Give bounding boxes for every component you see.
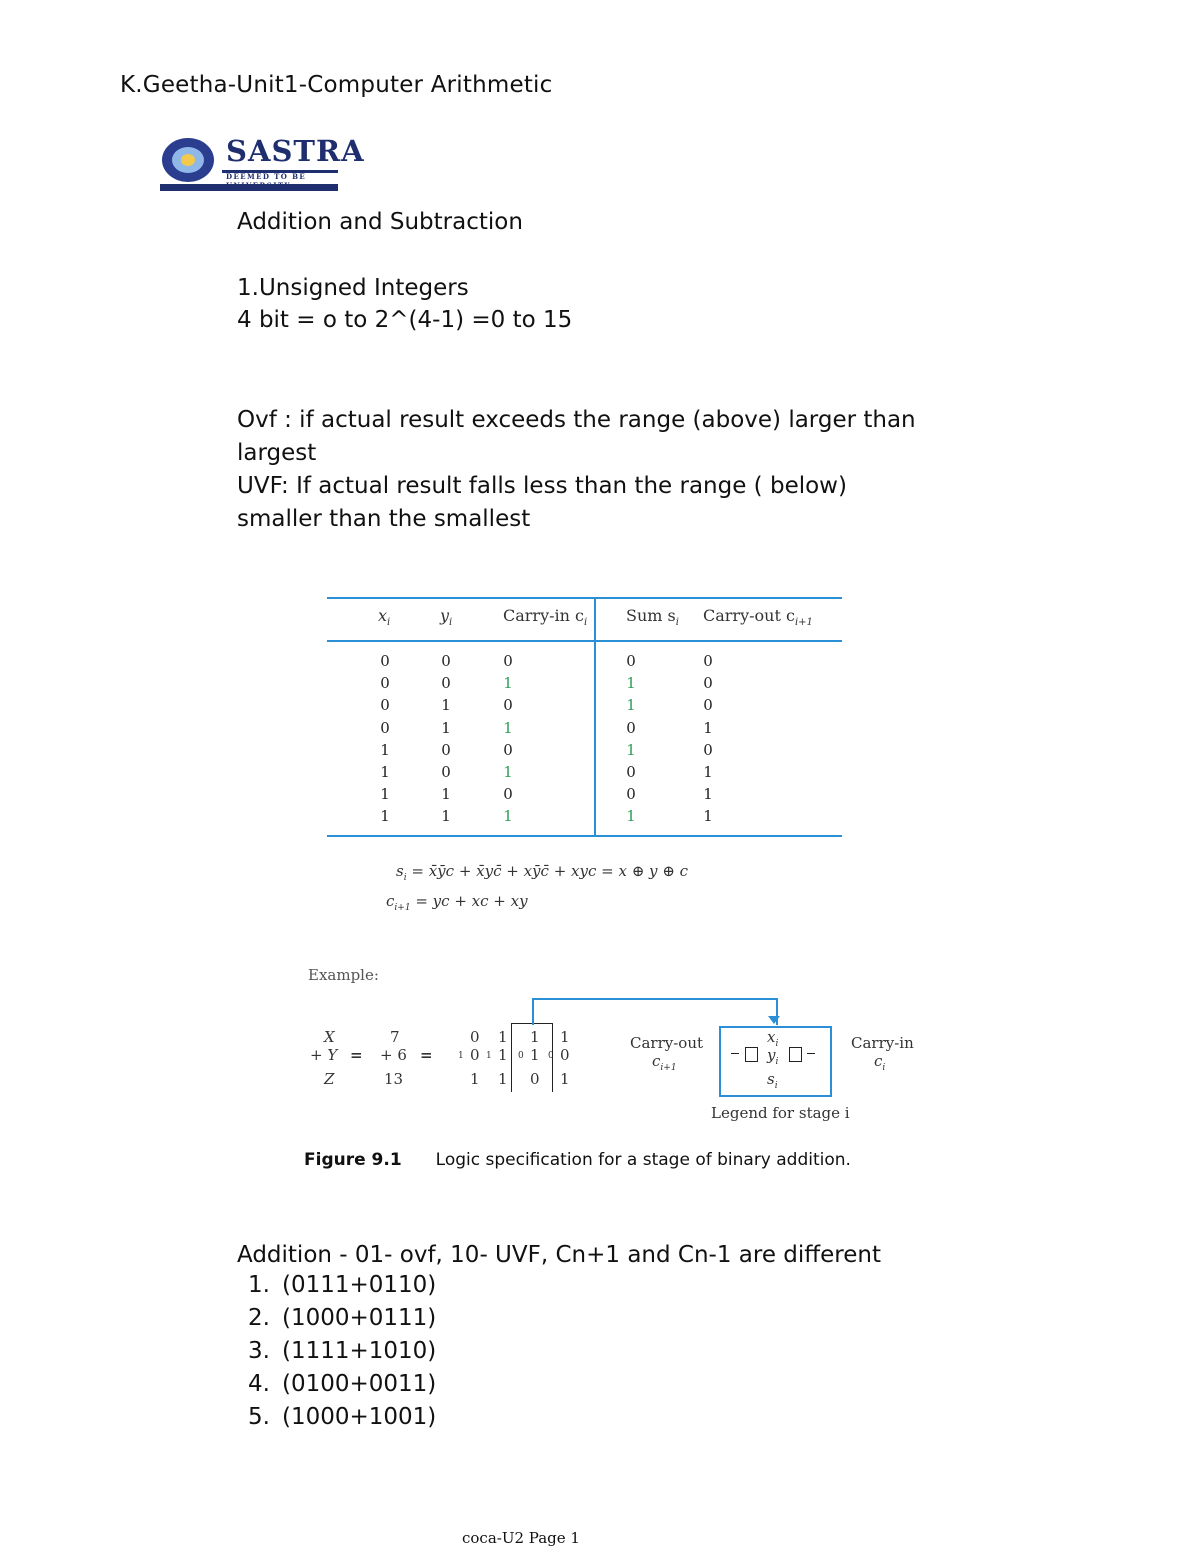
legend-right-square-icon [789,1047,802,1062]
table-cell: 1 [626,674,636,693]
table-cell: 1 [380,740,390,759]
ovf-definition: Ovf : if actual result exceeds the range (above) larger than largest [237,407,916,466]
table-cell: 1 [703,807,713,826]
col-header-carry-in: Carry-in $c_i$ [503,606,588,629]
legend-left-arrow-icon [731,1053,739,1054]
table-cell: 1 [503,674,513,693]
table-cell: 0 [380,696,390,715]
figure-number: Figure 9.1 [304,1150,402,1170]
example-z-value: 13 [384,1070,404,1088]
example-carry-bit: 1 [458,1051,464,1061]
table-bottom-rule [327,835,842,837]
example-bit: 0 [560,1046,570,1064]
table-cell: 0 [703,652,713,670]
connector-arrow-icon [768,1016,780,1024]
table-cell: 1 [380,785,390,804]
example-bit: 0 [530,1070,540,1088]
table-cell: 1 [503,718,513,737]
table-cell: 1 [626,740,636,759]
example-bit: 1 [470,1070,480,1088]
table-cell: 0 [503,740,513,759]
table-cell: 1 [626,807,636,826]
table-divider [594,597,596,837]
example-bit: 1 [530,1046,540,1064]
table-cell: 0 [626,652,636,670]
example-carry-bit: 0 [548,1051,554,1061]
legend-y: $y_i$ [767,1046,779,1067]
table-cell: 1 [503,763,513,781]
example-bit: 0 [470,1046,480,1064]
table-cell: 0 [503,652,513,670]
legend-x: $x_i$ [767,1028,779,1049]
table-cell: 1 [441,785,451,804]
example-bit: 1 [530,1028,540,1046]
col-header-x: $x_i$ [378,606,391,629]
table-cell: 0 [441,763,451,781]
carry-out-symbol: $c_{i+1}$ [652,1052,677,1073]
example-eq-sign-1: = [350,1046,363,1064]
item-number: 5. [248,1404,270,1430]
example-bit: 1 [498,1028,508,1046]
table-cell: 1 [626,696,636,715]
item-number: 3. [248,1338,270,1364]
addition-example-item [248,1404,436,1430]
uvf-definition: UVF: If actual result falls less than the range ( below) smaller than the smallest [237,473,847,532]
table-cell: 1 [380,763,390,781]
example-carry-bit: 0 [518,1051,524,1061]
logo-subtitle: DEEMED TO BE UNIVERSITY [226,172,307,190]
item-expression: (1111+1010) [282,1338,437,1364]
figure-caption-text: Logic specification for a stage of binary addition. [435,1150,851,1170]
example-x-value: 7 [390,1028,400,1046]
legend-left-square-icon [745,1047,758,1062]
example-bit: 1 [560,1070,570,1088]
table-header-rule [327,640,842,642]
item-expression: (0100+0011) [282,1371,437,1397]
col-header-y: $y_i$ [440,606,453,629]
table-cell: 0 [441,652,451,670]
addition-example-item [248,1371,436,1397]
legend-s: $s_i$ [767,1070,778,1091]
table-cell: 0 [703,696,713,715]
col-header-sum: Sum $s_i$ [626,606,679,629]
table-cell: 0 [626,763,636,781]
table-cell: 1 [703,718,713,737]
table-cell: 0 [380,718,390,737]
example-bit: 0 [470,1028,480,1046]
logo-name: SASTRA [226,134,365,168]
table-cell: 0 [503,696,513,715]
section-title: Addition and Subtraction [237,209,523,235]
carry-out-label: Carry-out [630,1034,704,1052]
item-expression: (1000+0111) [282,1305,437,1331]
table-cell: 1 [441,696,451,715]
table-cell: 0 [503,785,513,804]
page-header: K.Geetha-Unit1-Computer Arithmetic [120,72,553,98]
col-header-carry-out: Carry-out $c_{i+1}$ [703,606,813,629]
table-cell: 0 [380,652,390,670]
carry-equation: $c_{i+1}$ = yc + xc + xy [386,892,528,913]
unsigned-heading: 1.Unsigned Integers [237,275,469,301]
table-cell: 0 [703,674,713,693]
example-stage-box [511,1023,553,1092]
example-y-label: + Y [310,1046,338,1064]
item-expression: (0111+0110) [282,1272,437,1298]
table-cell: 0 [703,740,713,759]
addition-example-item [248,1272,436,1298]
item-number: 2. [248,1305,270,1331]
carry-in-label: Carry-in [851,1034,914,1052]
table-cell: 1 [503,807,513,826]
table-cell: 1 [441,718,451,737]
example-y-value: + 6 [380,1046,407,1064]
legend-right-arrow-icon [807,1053,815,1054]
example-carry-bit: 1 [486,1051,492,1061]
range-text: 4 bit = o to 2^(4-1) =0 to 15 [237,307,573,333]
table-cell: 1 [441,807,451,826]
example-x-label: X [324,1028,335,1046]
stage-connector [532,998,778,1025]
example-bit: 1 [560,1028,570,1046]
table-cell: 0 [380,674,390,693]
item-expression: (1000+1001) [282,1404,437,1430]
table-top-rule [327,597,842,599]
example-bit: 1 [498,1046,508,1064]
addition-example-item [248,1338,436,1364]
addition-example-item [248,1305,436,1331]
figure-caption [304,1150,851,1170]
item-number: 1. [248,1272,270,1298]
table-cell: 1 [703,785,713,804]
example-bit: 1 [498,1070,508,1088]
legend-caption: Legend for stage i [711,1104,850,1122]
sastra-logo [158,134,365,196]
table-cell: 0 [626,718,636,737]
table-cell: 0 [441,740,451,759]
table-cell: 0 [441,674,451,693]
sum-equation: $s_i$ = x̄ȳc + x̄yc̄ + xȳc̄ + xyc = x ⊕ y ⊕ c [396,862,689,883]
item-number: 4. [248,1371,270,1397]
carry-in-symbol: $c_i$ [874,1052,886,1073]
example-label: Example: [308,966,379,984]
page-footer: coca-U2 Page 1 [462,1529,580,1547]
table-cell: 0 [626,785,636,804]
table-cell: 1 [380,807,390,826]
example-eq-sign-2: = [420,1046,433,1064]
addition-heading: Addition - 01- ovf, 10- UVF, Cn+1 and Cn-1 are different [237,1242,881,1268]
example-z-label: Z [324,1070,335,1088]
table-cell: 1 [703,763,713,781]
